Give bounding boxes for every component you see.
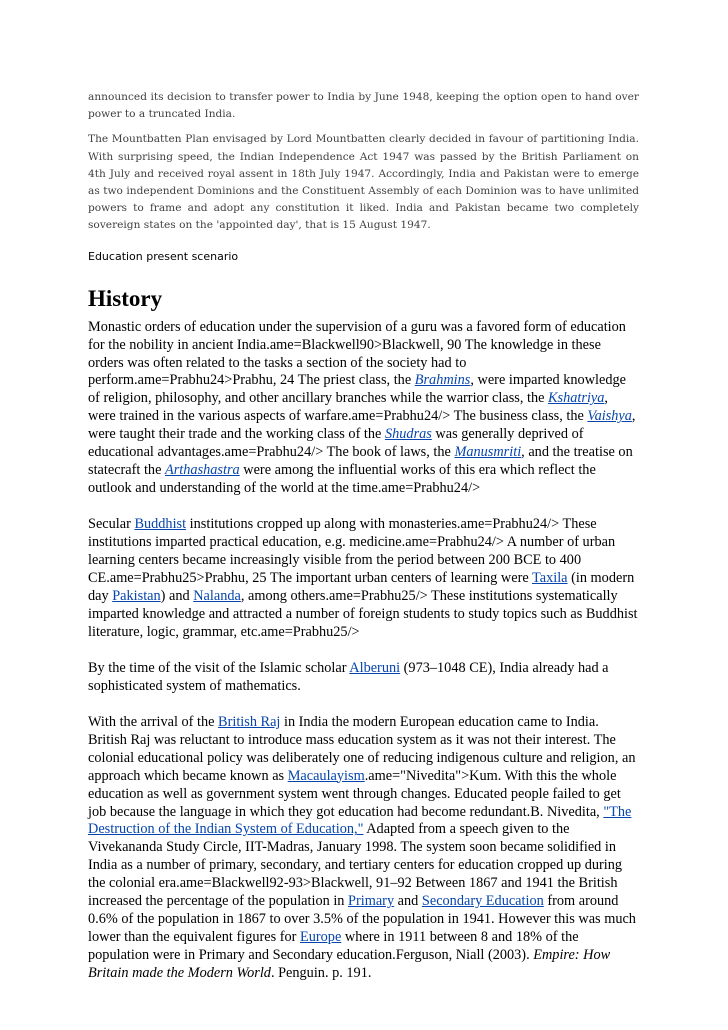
text-run: Adapted from a speech given to the Vivekananda Study Circle, IIT-Madras, January 1998. The system soon became solidified in India as a number of primary, secondary, and tertiary centers for education cropped up during the colonial era.ame=Blackwell92-93>Blackwell, 91–92 Between 1867 and 1941 the British increased the percentage of the population in	[88, 821, 623, 910]
intro-paragraph-2: The Mountbatten Plan envisaged by Lord Mountbatten clearly decided in favour of partitioning India. With surprising speed, the Indian Independence Act 1947 was passed by the British Parliament on 4th July and received royal assent in 18th July 1947. Accordingly, India and Pakistan were to emerge as two independent Dominions and the Constituent Assembly of each Dominion was to have unlimited powers to frame and adopt any constitution it liked. India and Pakistan became two completely sovereign states on the 'appointed day', that is 15 August 1947.	[88, 133, 639, 232]
history-paragraph-2	[88, 516, 639, 642]
link-brahmins[interactable]: Brahmins	[414, 372, 471, 389]
text-run: (973–1048 CE), India already had a sophisticated system of mathematics.	[88, 659, 609, 694]
history-paragraph-3	[88, 660, 639, 696]
document-page	[88, 89, 639, 1001]
link-kshatriya[interactable]: Kshatriya	[548, 390, 605, 407]
link-primary[interactable]: Primary	[348, 893, 395, 910]
text-run: , were trained in the various aspects of warfare.ame=Prabhu24/> The business class, the	[88, 390, 608, 425]
text-run: , among others.ame=Prabhu25/> These institutions systematically imparted knowledge and attracted a number of foreign students to study topics such as Buddhist literature, logic, grammar, etc.ame=Prabhu25/>	[88, 587, 638, 640]
link-buddhist[interactable]: Buddhist	[134, 516, 187, 533]
education-subheading: Education present scenario	[88, 249, 239, 263]
text-run: where in 1911 between 8 and 18% of the population were in Primary and Secondary education.Ferguson, Niall (2003).	[88, 929, 579, 964]
text-run: was generally deprived of educational advantages.ame=Prabhu24/> The book of laws, the	[88, 426, 584, 461]
text-run: were among the influential works of this era which reflect the outlook and understanding of the world at the time.ame=Prabhu24/>	[88, 462, 596, 497]
link-nalanda[interactable]: Nalanda	[193, 587, 241, 604]
link-alberuni[interactable]: Alberuni	[349, 659, 401, 676]
link-macaulayism[interactable]: Macaulayism	[287, 767, 365, 784]
link-pakistan[interactable]: Pakistan	[112, 587, 161, 604]
link-manusmriti[interactable]: Manusmriti	[454, 444, 522, 461]
link-taxila[interactable]: Taxila	[532, 570, 568, 587]
text-run: from around 0.6% of the population in 1867 to over 3.5% of the population in 1941. However this was much lower than the equivalent figures for	[88, 893, 636, 946]
link-destruction-article[interactable]: "The Destruction of the Indian System of Education,"	[88, 803, 632, 838]
history-paragraph-1	[88, 319, 639, 499]
link-europe[interactable]: Europe	[300, 929, 342, 946]
text-run: By the time of the visit of the Islamic scholar	[88, 659, 350, 676]
text-run: in India the modern European education came to India. British Raj was reluctant to introduce mass education system as it was not their interest. The colonial educational policy was deliberately one of reducing indigenous culture and religion, an approach which became known as	[88, 713, 636, 784]
link-arthashastra[interactable]: Arthashastra	[165, 462, 240, 479]
history-heading: History	[88, 285, 163, 311]
text-run: , and the treatise on statecraft the	[88, 444, 633, 479]
text-run: With the arrival of the	[88, 713, 219, 730]
text-run: (in modern day	[88, 570, 635, 604]
text-run: and	[394, 893, 422, 910]
text-run: Secular	[88, 516, 135, 533]
history-paragraph-4	[88, 714, 639, 983]
text-run: , were imparted knowledge of religion, philosophy, and other ancillary branches while the warrior class, the	[88, 372, 626, 407]
text-run: , were taught their trade and the working class of the	[88, 408, 636, 443]
text-run: . Penguin. p. 191.	[270, 965, 372, 982]
link-secondary-education[interactable]: Secondary Education	[421, 893, 544, 910]
text-run: Monastic orders of education under the supervision of a guru was a favored form of education for the nobility in ancient India.ame=Blackwell90>Blackwell, 90 The knowledge in these orders was often related to the tasks a section of the society had to perform.ame=Prabhu24>Prabhu, 24 The priest class, the	[88, 318, 626, 389]
intro-paragraph-1: announced its decision to transfer power to India by June 1948, keeping the option open to hand over power to a truncated India.	[88, 91, 639, 121]
link-british-raj[interactable]: British Raj	[218, 713, 281, 730]
link-vaishya[interactable]: Vaishya	[587, 408, 632, 425]
link-shudras[interactable]: Shudras	[384, 426, 432, 443]
text-run: institutions cropped up along with monasteries.ame=Prabhu24/> These institutions imparted practical education, e.g. medicine.ame=Prabhu24/> A number of urban learning centers became increasingly visible from the period between 200 BCE to 400 CE.ame=Prabhu25>Prabhu, 25 The important urban centers of learning were	[88, 516, 616, 587]
text-run: ) and	[160, 587, 194, 604]
book-title: Empire: How Britain made the Modern World	[88, 947, 611, 982]
text-run: .ame="Nivedita">Kum. With this the whole education as well as government system went through changes. Educated people failed to get job because the language in which they got education had become redundant.B. Nivedita,	[88, 767, 621, 820]
